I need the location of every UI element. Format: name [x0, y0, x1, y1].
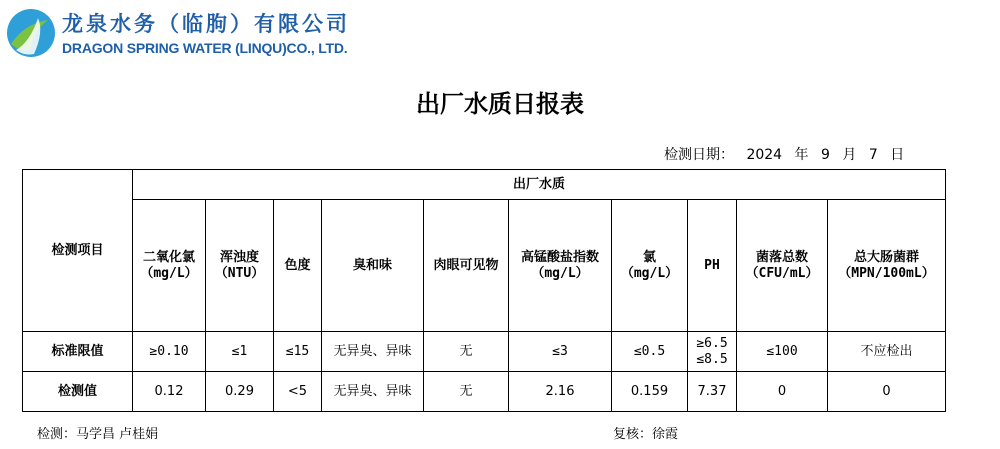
date-day-unit: 日 — [890, 147, 905, 163]
table-cell: ≥6.5 ≤8.5 — [688, 332, 737, 372]
item-header: 检测项目 — [23, 170, 133, 332]
table-cell: 不应检出 — [828, 332, 946, 372]
table-cell: ≥0.10 — [133, 332, 206, 372]
tester-signature: 检测：马学昌 卢桂娟 — [37, 427, 159, 442]
column-header — [828, 200, 946, 332]
table-cell: 0.12 — [133, 372, 206, 412]
company-name-en: DRAGON SPRING WATER (LINQU)CO., LTD. — [62, 40, 348, 56]
table-cell: ≤100 — [737, 332, 828, 372]
date-year-unit: 年 — [794, 147, 809, 163]
group-header: 出厂水质 — [133, 170, 946, 200]
column-unit: （mg/L） — [620, 265, 679, 281]
column-header — [688, 200, 737, 332]
column-header — [509, 200, 612, 332]
table-cell: 0 — [828, 372, 946, 412]
row-label: 标准限值 — [23, 332, 133, 372]
column-header — [737, 200, 828, 332]
report-title: 出厂水质日报表 — [416, 89, 584, 118]
column-name: 臭和味 — [352, 257, 392, 273]
company-name-cn: 龙泉水务（临朐）有限公司 — [62, 11, 350, 36]
column-name: 总大肠菌群 — [853, 249, 919, 265]
column-name: 菌落总数 — [755, 249, 808, 265]
table-cell: 2.16 — [509, 372, 612, 412]
date-label: 检测日期： — [664, 147, 734, 163]
table-cell: ≤0.5 — [612, 332, 688, 372]
table-cell: ≤3 — [509, 332, 612, 372]
column-unit: （mg/L） — [531, 265, 589, 281]
date-day: 7 — [868, 147, 878, 163]
column-header-row — [23, 200, 946, 332]
column-name: 氯 — [642, 249, 656, 265]
column-header — [612, 200, 688, 332]
date-year: 2024 — [746, 147, 783, 163]
row-label: 检测值 — [23, 372, 133, 412]
measured-row — [23, 372, 946, 412]
group-header-row — [23, 170, 946, 200]
column-name: 肉眼可见物 — [433, 257, 499, 273]
table-cell: 0 — [737, 372, 828, 412]
date-month: 9 — [821, 147, 830, 163]
table-cell: 无 — [424, 332, 509, 372]
column-unit: （NTU） — [214, 265, 265, 281]
table-cell: 无 — [424, 372, 509, 412]
company-logo — [4, 6, 58, 58]
column-unit: （MPN/100mL） — [838, 265, 935, 281]
table-cell: ≤15 — [274, 332, 322, 372]
column-name: PH — [704, 257, 720, 273]
table-cell: <5 — [274, 372, 322, 412]
column-name: 二氧化氯 — [142, 249, 195, 265]
table-cell: 7.37 — [688, 372, 737, 412]
table-cell: 0.159 — [612, 372, 688, 412]
column-header — [424, 200, 509, 332]
table-cell: ≤1 — [206, 332, 274, 372]
water-quality-table — [22, 169, 946, 412]
table-cell: 无异臭、异味 — [322, 372, 424, 412]
column-header — [133, 200, 206, 332]
limit-row — [23, 332, 946, 372]
column-header — [206, 200, 274, 332]
column-header — [322, 200, 424, 332]
column-header — [274, 200, 322, 332]
table-cell: 无异臭、异味 — [322, 332, 424, 372]
column-name: 浑浊度 — [219, 249, 259, 265]
column-name: 高锰酸盐指数 — [520, 249, 599, 265]
column-name: 色度 — [284, 257, 311, 273]
column-unit: （mg/L） — [140, 265, 198, 281]
report-date — [664, 144, 912, 164]
reviewer-signature: 复核：徐霞 — [613, 427, 679, 442]
date-month-unit: 月 — [842, 147, 857, 163]
column-unit: （CFU/mL） — [745, 265, 819, 281]
table-cell: 0.29 — [206, 372, 274, 412]
